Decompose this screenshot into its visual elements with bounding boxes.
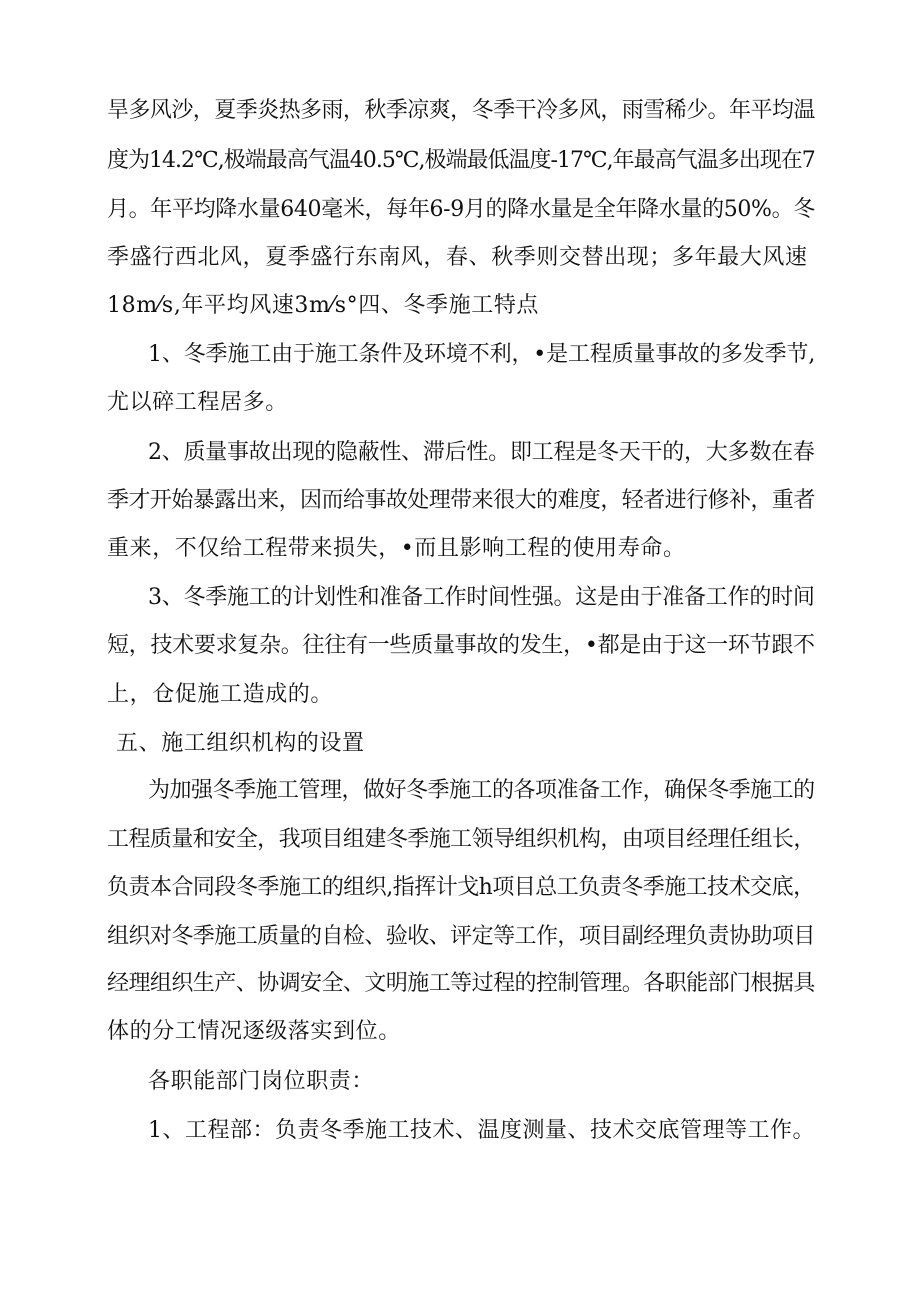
text-line: 1、工程部：负责冬季施工技术、温度测量、技术交底管理等工作。 [148,1118,815,1143]
text-line: 3、冬季施工的计划性和准备工作时间性强。这是由于准备工作的时间 [148,585,815,610]
text-line: 18m⁄s,年平均风速3m⁄s°四、冬季施工特点 [107,293,540,318]
text-line: 季才开始暴露出来，因而给事故处理带来很大的难度，轻者进行修补，重者 [107,488,815,513]
text-line: 各职能部门岗位职责： [148,1069,375,1094]
text-line: 短，技术要求复杂。往往有一些质量事故的发生，•都是由于这一环节跟不 [107,633,815,658]
text-line: 经理组织生产、协调安全、文明施工等过程的控制管理。各职能部门根据具 [107,971,815,996]
text-line: 重来，不仅给工程带来损失，•而且影响工程的使用寿命。 [107,536,686,561]
section-heading: 五、施工组织机构的设置 [116,731,365,756]
text-line: 尤以碎工程居多。 [107,390,288,415]
text-line: 度为14.2℃,极端最高气温40.5℃,极端最低温度-17℃,年最高气温多出现在7 [107,148,815,173]
text-line: 上，仓促施工造成的。 [107,682,334,707]
text-line: 2、质量事故出现的隐蔽性、滞后性。即工程是冬天干的，大多数在春 [148,440,815,465]
text-line: 组织对冬季施工质量的自检、验收、评定等工作，项目副经理负责协助项目 [107,924,815,949]
text-line: 负责本合同段冬季施工的组织,指挥计戈h项目总工负责冬季施工技术交底， [107,875,815,900]
text-line: 月。年平均降水量640毫米，每年6-9月的降水量是全年降水量的50%。冬 [107,197,815,222]
text-line: 工程质量和安全，我项目组建冬季施工领导组织机构，由项目经理任组长， [107,827,815,852]
text-line: 1、冬季施工由于施工条件及环境不利，•是工程质量事故的多发季节, [148,342,816,367]
text-line: 旱多风沙，夏季炎热多雨，秋季凉爽，冬季干冷多风，雨雪稀少。年平均温 [107,98,815,123]
text-line: 体的分工情况逐级落实到位。 [107,1019,401,1044]
text-line: 为加强冬季施工管理，做好冬季施工的各项准备工作，确保冬季施工的 [148,778,815,803]
text-line: 季盛行西北风，夏季盛行东南风，春、秋季则交替出现；多年最大风速 [107,245,808,270]
